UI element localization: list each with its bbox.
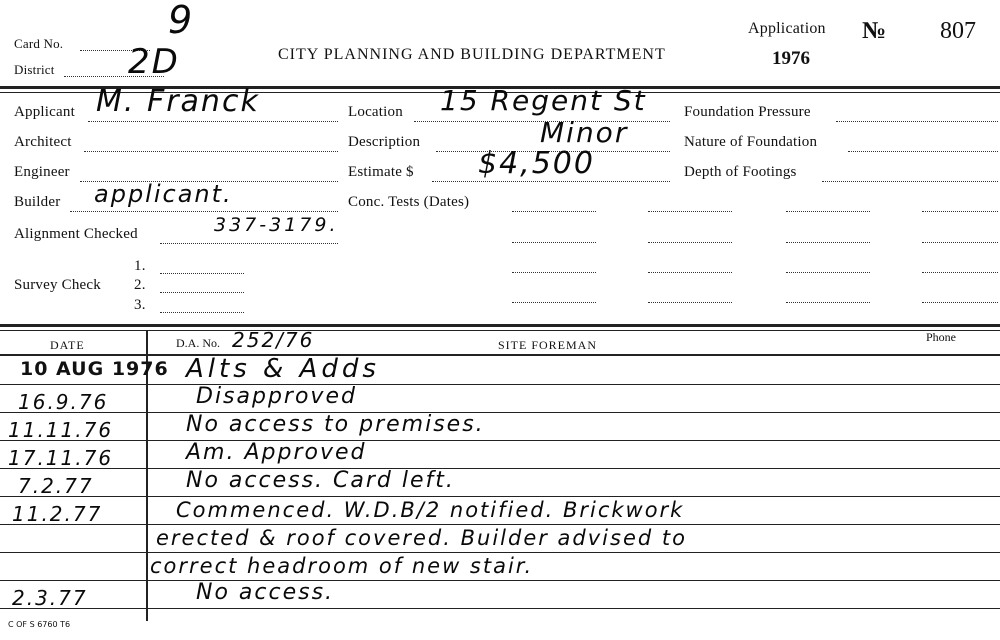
log-entry-5: No access. Card left. xyxy=(186,468,455,493)
application-number: 807 xyxy=(940,18,976,44)
architect-label: Architect xyxy=(14,134,72,150)
estimate-value: $4,500 xyxy=(478,146,595,181)
log-date-2: 16.9.76 xyxy=(18,390,109,414)
conc-line-3-1 xyxy=(512,272,596,273)
conc-line-2-1 xyxy=(512,242,596,243)
survey-check-label: Survey Check xyxy=(14,277,101,293)
conc-line-2-2 xyxy=(648,242,732,243)
conc-line-3-2 xyxy=(648,272,732,273)
card-no-value: 9 xyxy=(168,0,195,42)
builder-line xyxy=(70,211,338,212)
conc-line-1-1 xyxy=(512,211,596,212)
architect-line xyxy=(84,151,338,152)
conc-line-4-3 xyxy=(786,302,870,303)
alignment-line xyxy=(160,243,338,244)
log-entry-2: Disapproved xyxy=(196,384,357,409)
survey-num-1: 1. xyxy=(134,258,146,274)
application-year: 1976 xyxy=(772,48,810,69)
log-row-line-2 xyxy=(0,412,1000,413)
log-date-3: 11.11.76 xyxy=(8,418,114,442)
application-label: Application xyxy=(748,20,826,37)
conc-line-2-3 xyxy=(786,242,870,243)
log-row-line-4 xyxy=(0,468,1000,469)
log-entry-9: No access. xyxy=(196,580,335,605)
number-sign: № xyxy=(862,18,887,44)
applicant-value: M. Franck xyxy=(96,84,260,119)
foundation-pressure-line xyxy=(836,121,998,122)
survey-line-2 xyxy=(160,292,244,293)
log-entry-1: Alts & Adds xyxy=(186,354,380,384)
description-label: Description xyxy=(348,134,421,150)
site-foreman-header: SITE FOREMAN xyxy=(498,338,598,352)
district-value: 2D xyxy=(128,42,180,82)
conc-line-1-2 xyxy=(648,211,732,212)
foundation-pressure-label: Foundation Pressure xyxy=(684,104,811,120)
conc-line-2-4 xyxy=(922,242,998,243)
log-row-line-7 xyxy=(0,552,1000,553)
builder-value: applicant. xyxy=(94,180,233,208)
conc-line-4-2 xyxy=(648,302,732,303)
log-row-line-5 xyxy=(0,496,1000,497)
depth-footings-label: Depth of Footings xyxy=(684,164,797,180)
alignment-label: Alignment Checked xyxy=(14,226,138,242)
conc-line-1-3 xyxy=(786,211,870,212)
conc-line-1-4 xyxy=(922,211,998,212)
survey-line-3 xyxy=(160,312,244,313)
log-date-9: 2.3.77 xyxy=(12,586,88,610)
log-date-1: 10 AUG 1976 xyxy=(20,358,169,380)
conc-line-3-3 xyxy=(786,272,870,273)
engineer-label: Engineer xyxy=(14,164,70,180)
depth-footings-line xyxy=(822,181,998,182)
form-code: C OF S 6760 T6 xyxy=(8,620,71,629)
nature-foundation-line xyxy=(848,151,998,152)
conc-line-4-1 xyxy=(512,302,596,303)
conc-line-3-4 xyxy=(922,272,998,273)
log-rule-top xyxy=(0,324,1000,327)
log-entry-6: Commenced. W.D.B/2 notified. Brickwork xyxy=(176,498,685,522)
log-row-line-1 xyxy=(0,384,1000,385)
log-row-line-9 xyxy=(0,608,1000,609)
applicant-label: Applicant xyxy=(14,104,75,120)
builder-label: Builder xyxy=(14,194,61,210)
survey-line-1 xyxy=(160,273,244,274)
district-label: District xyxy=(14,62,55,77)
conc-line-4-4 xyxy=(922,302,998,303)
applicant-line xyxy=(88,121,338,122)
survey-num-2: 2. xyxy=(134,277,146,293)
location-label: Location xyxy=(348,104,403,120)
log-header-rule xyxy=(0,354,1000,356)
survey-num-3: 3. xyxy=(134,297,146,313)
phone-header: Phone xyxy=(926,330,956,344)
da-no-label: D.A. No. xyxy=(176,336,220,350)
date-header: DATE xyxy=(50,338,85,352)
log-entry-3: No access to premises. xyxy=(186,412,485,437)
estimate-line xyxy=(432,181,670,182)
log-row-line-8 xyxy=(0,580,1000,581)
description-value: Minor xyxy=(540,116,629,149)
department-title: CITY PLANNING AND BUILDING DEPARTMENT xyxy=(278,46,666,63)
log-row-line-3 xyxy=(0,440,1000,441)
log-date-4: 17.11.76 xyxy=(8,446,114,470)
log-date-6: 11.2.77 xyxy=(12,502,103,526)
log-entry-8: correct headroom of new stair. xyxy=(150,554,534,578)
log-row-line-6 xyxy=(0,524,1000,525)
estimate-label: Estimate $ xyxy=(348,164,414,180)
card-no-label: Card No. xyxy=(14,36,64,51)
log-date-5: 7.2.77 xyxy=(18,474,94,498)
nature-foundation-label: Nature of Foundation xyxy=(684,134,818,150)
alignment-value: 337-3179. xyxy=(214,214,339,236)
da-no-value: 252/76 xyxy=(232,328,315,352)
log-rule-top-thin xyxy=(0,330,1000,331)
log-entry-4: Am. Approved xyxy=(186,440,367,465)
conc-tests-label: Conc. Tests (Dates) xyxy=(348,194,470,210)
log-entry-7: erected & roof covered. Builder advised to xyxy=(156,526,687,550)
location-value: 15 Regent St xyxy=(440,84,647,117)
